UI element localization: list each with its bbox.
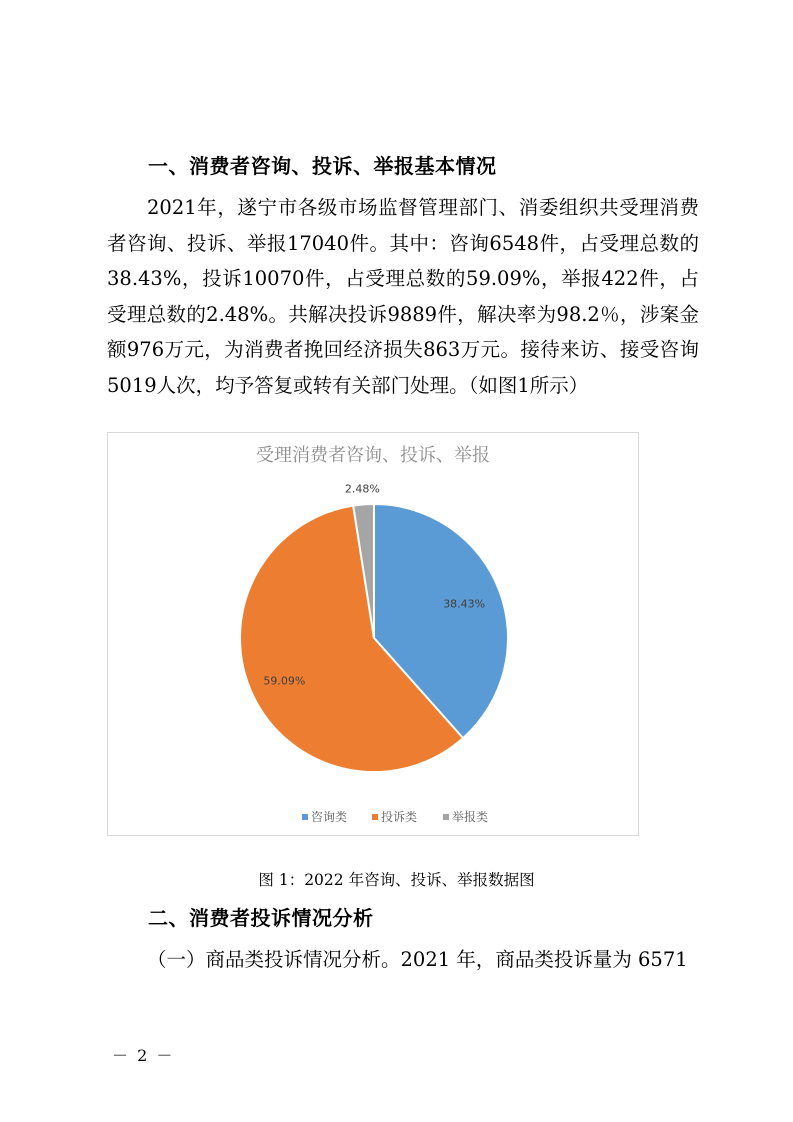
legend-complaint <box>372 809 417 824</box>
legend-label: 举报类 <box>452 810 489 824</box>
legend-label: 投诉类 <box>381 810 418 824</box>
pie-chart <box>107 432 639 836</box>
data-label-consult: 38.43% <box>443 597 486 611</box>
page-number: － 2 － <box>112 1046 175 1065</box>
section-heading-2: 二、消费者投诉情况分析 <box>148 906 374 930</box>
legend-swatch <box>443 814 449 820</box>
data-label-report: 2.48% <box>344 482 380 496</box>
legend-swatch <box>372 814 378 820</box>
section-heading-1: 一、消费者咨询、投诉、举报基本情况 <box>148 154 497 178</box>
legend-swatch <box>302 814 308 820</box>
section-1-paragraph: 2021年，遂宁市各级市场监督管理部门、消委组织共受理消费者咨询、投诉、举报17040件。其中：咨询6548件，占受理总数的38.43%，投诉10070件，占受理总数的59.09%，举报422件，占受理总数的2.48%。共解决投诉9889件，解决率为98.2％，涉案金额976万元，为消费者挽回经济损失863万元。接待来访、接受咨询5019人次，均予答复或转有关部门处理。（如图1所示） <box>107 196 699 397</box>
figure-caption: 图 1：2022 年咨询、投诉、举报数据图 <box>258 871 535 889</box>
chart-title: 受理消费者咨询、投诉、举报 <box>256 445 490 466</box>
legend-report <box>443 809 488 824</box>
section-2-paragraph: （一）商品类投诉情况分析。2021 年，商品类投诉量为 6571 <box>147 948 688 971</box>
legend-consult <box>302 809 347 824</box>
pie-chart-svg <box>108 433 640 837</box>
legend-label: 咨询类 <box>311 810 348 824</box>
data-label-complaint: 59.09% <box>263 674 306 688</box>
